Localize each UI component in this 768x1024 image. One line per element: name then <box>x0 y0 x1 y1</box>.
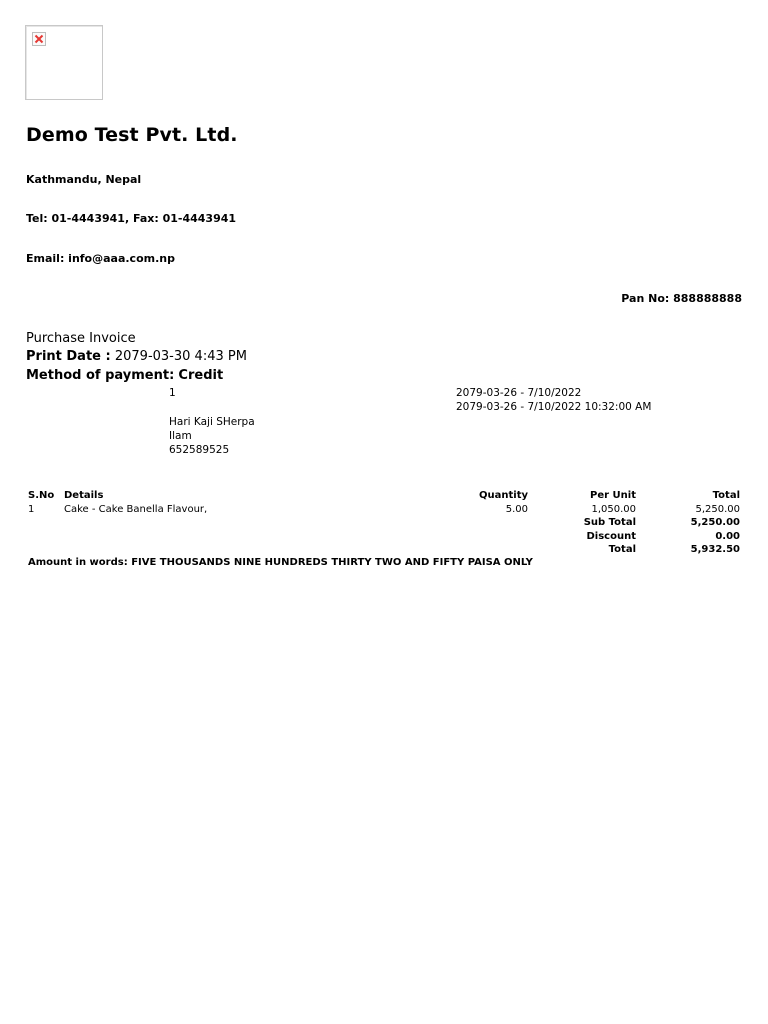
company-name: Demo Test Pvt. Ltd. <box>26 124 238 146</box>
payment-method-value: Credit <box>178 368 224 383</box>
supplier-phone: 652589525 <box>169 444 230 456</box>
invoice-number: 1 <box>169 387 176 399</box>
header-per-unit: Per Unit <box>590 490 636 501</box>
payment-method <box>26 368 223 383</box>
print-date <box>26 349 247 364</box>
table-header-row <box>26 489 742 503</box>
broken-image-icon <box>32 32 46 46</box>
company-logo <box>25 25 103 100</box>
row-sno: 1 <box>28 503 35 515</box>
items-table <box>26 489 742 557</box>
header-total: Total <box>712 490 740 501</box>
payment-method-label: Method of payment: <box>26 368 175 383</box>
company-email: Email: info@aaa.com.np <box>26 252 175 265</box>
subtotal-value: 5,250.00 <box>690 517 740 528</box>
discount-row <box>26 530 742 544</box>
amount-in-words: Amount in words: FIVE THOUSANDS NINE HUNDREDS THIRTY TWO AND FIFTY PAISA ONLY <box>28 557 533 568</box>
row-total: 5,250.00 <box>695 503 740 515</box>
header-sno: S.No <box>28 490 55 501</box>
print-date-label: Print Date : <box>26 349 111 364</box>
pan-number: Pan No: 888888888 <box>621 292 742 305</box>
discount-value: 0.00 <box>715 530 740 542</box>
document-title: Purchase Invoice <box>26 331 136 346</box>
discount-label: Discount <box>586 530 636 542</box>
header-details: Details <box>64 490 104 501</box>
header-quantity: Quantity <box>479 490 528 501</box>
table-row <box>26 503 742 517</box>
supplier-address: Ilam <box>169 430 192 442</box>
row-details: Cake - Cake Banella Flavour, <box>64 503 208 515</box>
invoice-date: 2079-03-26 - 7/10/2022 <box>456 387 582 399</box>
total-row <box>26 543 742 557</box>
subtotal-row <box>26 516 742 530</box>
company-address: Kathmandu, Nepal <box>26 173 142 186</box>
company-contact: Tel: 01-4443941, Fax: 01-4443941 <box>26 212 237 225</box>
supplier-name: Hari Kaji SHerpa <box>169 416 255 428</box>
total-value: 5,932.50 <box>690 544 740 555</box>
total-label: Total <box>608 544 636 555</box>
subtotal-label: Sub Total <box>583 517 636 528</box>
row-quantity: 5.00 <box>505 503 528 515</box>
invoice-datetime: 2079-03-26 - 7/10/2022 10:32:00 AM <box>456 401 652 413</box>
row-per-unit: 1,050.00 <box>591 503 636 515</box>
print-date-value: 2079-03-30 4:43 PM <box>114 349 247 364</box>
